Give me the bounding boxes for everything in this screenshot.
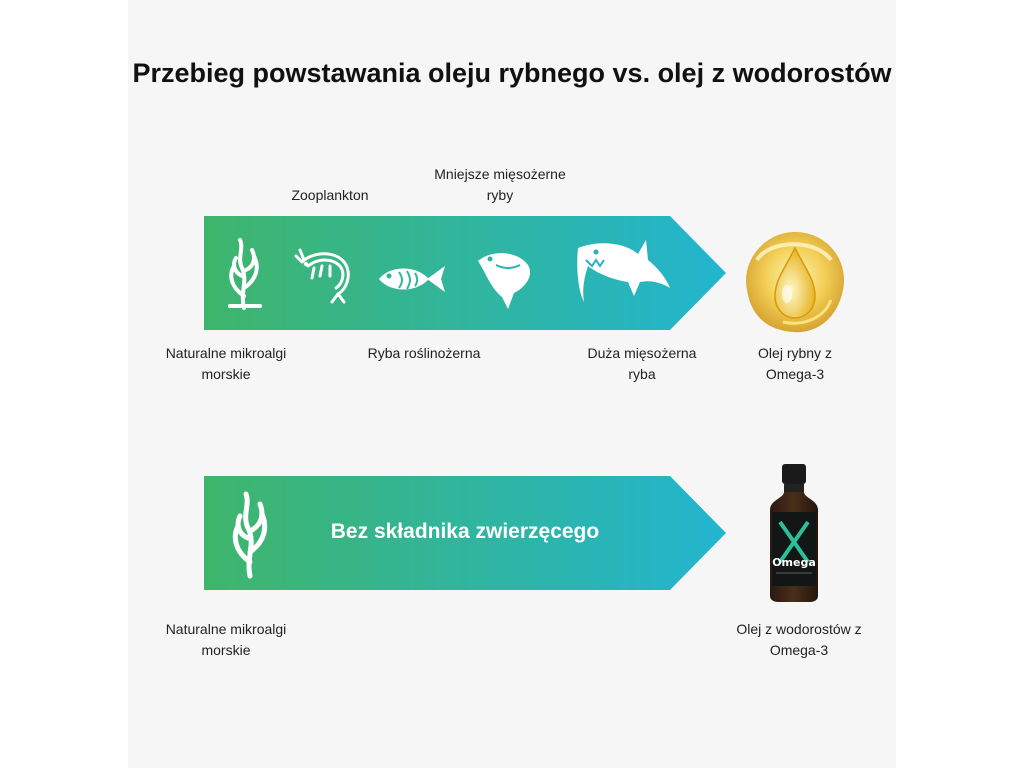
label-natural-microalgae-1: Naturalne mikroalgi morskie <box>165 345 287 382</box>
label-herbivore-fish: Ryba roślinożerna <box>367 345 481 361</box>
no-animal-ingredient-text: Bez składnika zwierzęcego <box>330 520 600 543</box>
label-small-predator-fish: Mniejsze mięsożerne ryby <box>434 166 566 203</box>
fish-icon <box>375 262 447 296</box>
label-fish-oil: Olej rybny z Omega-3 <box>758 345 832 382</box>
jumping-fish-icon <box>474 247 534 313</box>
seaweed-icon <box>222 236 268 310</box>
label-large-predator-fish: Duża mięsożerna ryba <box>587 345 697 382</box>
shrimp-icon <box>294 244 356 306</box>
shark-icon <box>574 238 672 312</box>
label-algae-oil: Olej z wodorostów z Omega-3 <box>736 621 862 658</box>
label-natural-microalgae-2: Naturalne mikroalgi morskie <box>165 621 287 658</box>
page-title: Przebieg powstawania oleju rybnego vs. olej z wodorostów <box>132 58 892 88</box>
seaweed-icon <box>226 490 276 580</box>
omega-bottle-image <box>766 462 822 604</box>
fish-oil-drop-icon <box>735 220 855 340</box>
label-zooplankton: Zooplankton <box>291 187 369 203</box>
bottle-label-text: Omega <box>772 556 816 569</box>
